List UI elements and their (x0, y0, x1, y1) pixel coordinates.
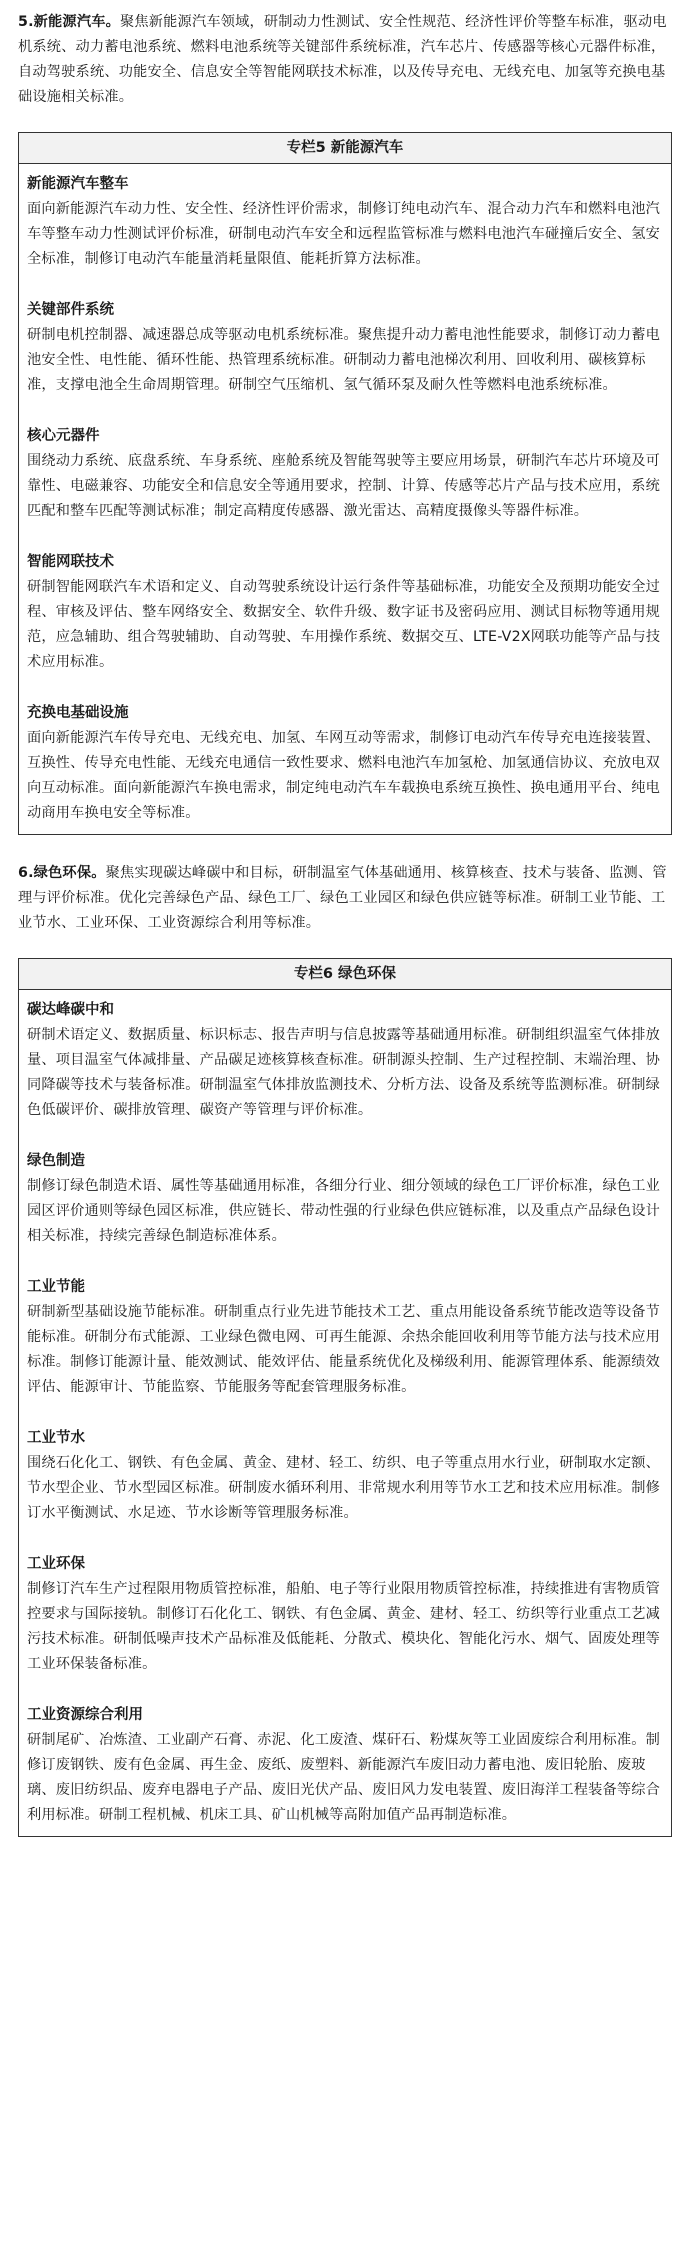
sidebar-box-5 (18, 132, 672, 835)
box5-section (27, 701, 663, 826)
intro-paragraph-5 (18, 10, 672, 110)
section-title: 碳达峰碳中和 (27, 1002, 114, 1018)
section-text: 围绕动力系统、底盘系统、车身系统、座舱系统及智能驾驶等主要应用场景，研制汽车芯片环境及可靠性、电磁兼容、功能安全和信息安全等通用要求，控制、计算、传感等芯片产品与技术应用，系统匹配和整车匹配等测试标准；制定高精度传感器、激光雷达、高精度摄像头等器件标准。 (27, 453, 661, 519)
section-text: 面向新能源汽车传导充电、无线充电、加氢、车网互动等需求，制修订电动汽车传导充电连接装置、互换性、传导充电性能、无线充电通信一致性要求、燃料电池汽车加氢枪、加氢通信协议、充放电双向互动标准。面向新能源汽车换电需求，制定纯电动汽车车载换电系统互换性、换电通用平台、纯电动商用车换电安全等标准。 (27, 730, 661, 821)
section-text: 研制智能网联汽车术语和定义、自动驾驶系统设计运行条件等基础标准，功能安全及预期功能安全过程、审核及评估、整车网络安全、数据安全、软件升级、数字证书及密码应用、测试目标物等通用规范，应急辅助、组合驾驶辅助、自动驾驶、车用操作系统、数据交互、LTE-V2X网联功能等产品与技术应用标准。 (27, 579, 661, 670)
section-text: 研制术语定义、数据质量、标识标志、报告声明与信息披露等基础通用标准。研制组织温室气体排放量、项目温室气体减排量、产品碳足迹核算核查标准。研制源头控制、生产过程控制、末端治理、协同降碳等技术与装备标准。研制温室气体排放监测技术、分析方法、设备及系统等监测标准。研制绿色低碳评价、碳排放管理、碳资产等管理与评价标准。 (27, 1027, 661, 1118)
box6-section (27, 1552, 663, 1677)
intro-text-6: 聚焦实现碳达峰碳中和目标，研制温室气体基础通用、核算核查、技术与装备、监测、管理与评价标准。优化完善绿色产品、绿色工厂、绿色工业园区和绿色供应链等标准。研制工业节能、工业节水、工业环保、工业资源综合利用等标准。 (18, 865, 667, 931)
sidebar-box-6 (18, 958, 672, 1837)
section-text: 制修订绿色制造术语、属性等基础通用标准，各细分行业、细分领域的绿色工厂评价标准，绿色工业园区评价通则等绿色园区标准，供应链长、带动性强的行业绿色供应链标准，以及重点产品绿色设计相关标准，持续完善绿色制造标准体系。 (27, 1178, 661, 1244)
box5-section (27, 298, 663, 398)
box-body-6 (19, 990, 671, 1836)
box-body-5 (19, 164, 671, 834)
section-text: 研制尾矿、冶炼渣、工业副产石膏、赤泥、化工废渣、煤矸石、粉煤灰等工业固废综合利用标准。制修订废钢铁、废有色金属、再生金、废纸、废塑料、新能源汽车废旧动力蓄电池、废旧轮胎、废玻璃、废旧纺织品、废弃电器电子产品、废旧光伏产品、废旧风力发电装置、废旧海洋工程装备等综合利用标准。研制工程机械、机床工具、矿山机械等高附加值产品再制造标准。 (27, 1732, 661, 1823)
box-title-6: 专栏6 绿色环保 (19, 959, 671, 990)
section-title: 核心元器件 (27, 428, 100, 444)
section-title: 工业环保 (27, 1556, 85, 1572)
intro-paragraph-6 (18, 861, 672, 936)
box-title-5: 专栏5 新能源汽车 (19, 133, 671, 164)
intro-text-5: 聚焦新能源汽车领域，研制动力性测试、安全性规范、经济性评价等整车标准，驱动电机系统、动力蓄电池系统、燃料电池系统等关键部件系统标准，汽车芯片、传感器等核心元器件标准，自动驾驶系统、功能安全、信息安全等智能网联技术标准，以及传导充电、无线充电、加氢等充换电基础设施相关标准。 (18, 14, 667, 105)
section-title: 新能源汽车整车 (27, 176, 129, 192)
box6-section (27, 998, 663, 1123)
section-title: 工业资源综合利用 (27, 1707, 143, 1723)
spacer (18, 835, 672, 861)
section-title: 工业节水 (27, 1430, 85, 1446)
section-title: 智能网联技术 (27, 554, 114, 570)
box5-section (27, 424, 663, 524)
section-text: 研制电机控制器、减速器总成等驱动电机系统标准。聚焦提升动力蓄电池性能要求，制修订动力蓄电池安全性、电性能、循环性能、热管理系统标准。研制动力蓄电池梯次利用、回收利用、碳核算标准，支撑电池全生命周期管理。研制空气压缩机、氢气循环泵及耐久性等燃料电池系统标准。 (27, 327, 661, 393)
box5-section (27, 550, 663, 675)
box6-section (27, 1149, 663, 1249)
section-title: 充换电基础设施 (27, 705, 129, 721)
section-text: 研制新型基础设施节能标准。研制重点行业先进节能技术工艺、重点用能设备系统节能改造等设备节能标准。研制分布式能源、工业绿色微电网、可再生能源、余热余能回收利用等节能方法与技术应用标准。制修订能源计量、能效测试、能效评估、能量系统优化及梯级利用、能源管理体系、能源绩效评估、能源审计、节能监察、节能服务等配套管理服务标准。 (27, 1304, 661, 1395)
section-title: 工业节能 (27, 1279, 85, 1295)
intro-lead-5: 5.新能源汽车。 (18, 14, 120, 30)
box6-section (27, 1426, 663, 1526)
box6-section (27, 1703, 663, 1828)
section-text: 制修订汽车生产过程限用物质管控标准，船舶、电子等行业限用物质管控标准，持续推进有害物质管控要求与国际接轨。制修订石化化工、钢铁、有色金属、黄金、建材、轻工、纺织等行业重点工艺减污技术标准。研制低噪声技术产品标准及低能耗、分散式、模块化、智能化污水、烟气、固废处理等工业环保装备标准。 (27, 1581, 661, 1672)
section-title: 关键部件系统 (27, 302, 114, 318)
section-text: 围绕石化化工、钢铁、有色金属、黄金、建材、轻工、纺织、电子等重点用水行业，研制取水定额、节水型企业、节水型园区标准。研制废水循环利用、非常规水利用等节水工艺和技术应用标准。制修订水平衡测试、水足迹、节水诊断等管理服务标准。 (27, 1455, 661, 1521)
box5-section (27, 172, 663, 272)
intro-lead-6: 6.绿色环保。 (18, 865, 106, 881)
section-title: 绿色制造 (27, 1153, 85, 1169)
box6-section (27, 1275, 663, 1400)
section-text: 面向新能源汽车动力性、安全性、经济性评价需求，制修订纯电动汽车、混合动力汽车和燃料电池汽车等整车动力性测试评价标准，研制电动汽车安全和远程监管标准与燃料电池汽车碰撞后安全、氢安全标准，制修订电动汽车能量消耗量限值、能耗折算方法标准。 (27, 201, 661, 267)
